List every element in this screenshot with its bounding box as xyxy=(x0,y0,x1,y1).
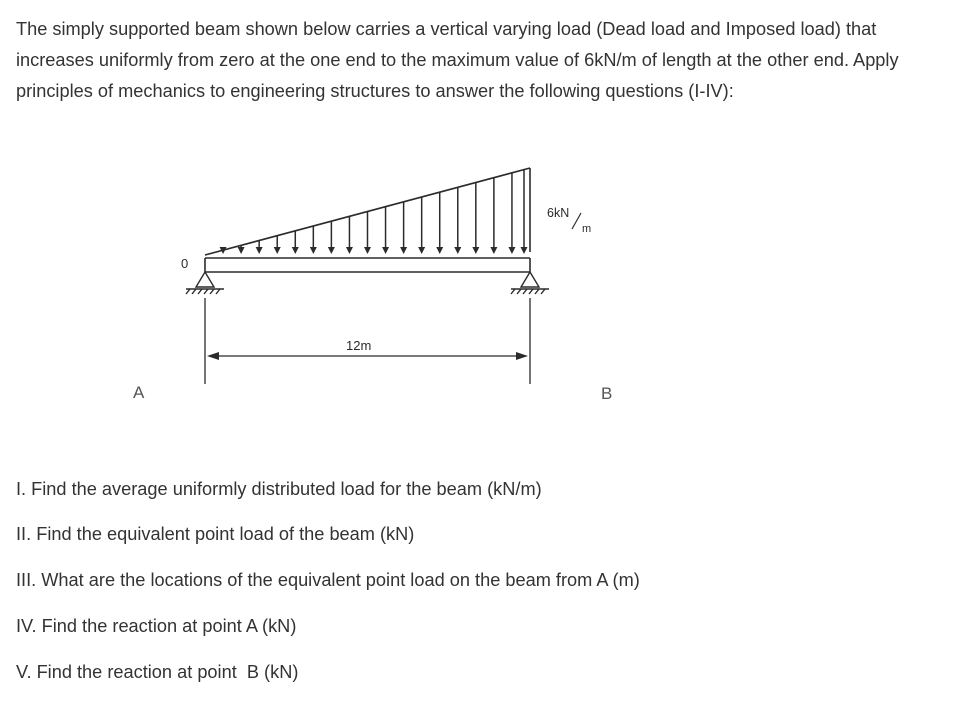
question-3: III. What are the locations of the equivalent point load on the beam from A (m) xyxy=(16,570,640,590)
dimension-arrow-left xyxy=(207,352,219,360)
load-arrow-head xyxy=(454,247,461,254)
span-length-label: 12m xyxy=(346,338,372,353)
dimension-arrow-right xyxy=(516,352,528,360)
load-arrow-head xyxy=(508,247,515,254)
load-arrow-head xyxy=(418,247,425,254)
load-arrow-head xyxy=(490,247,497,254)
zero-load-label: 0 xyxy=(181,256,189,271)
support-right xyxy=(511,272,549,294)
point-b-label: B xyxy=(601,384,613,403)
load-arrows xyxy=(220,170,528,254)
max-load-label: 6kN xyxy=(547,206,570,220)
load-arrow-head xyxy=(346,247,353,254)
load-arrow-head xyxy=(274,247,281,254)
load-arrow-head xyxy=(256,247,263,254)
load-arrow-head xyxy=(328,247,335,254)
load-arrow-head xyxy=(382,247,389,254)
load-arrow-head xyxy=(238,247,245,254)
question-4: IV. Find the reaction at point A (kN) xyxy=(16,616,297,636)
load-arrow-head xyxy=(521,247,528,254)
question-5: V. Find the reaction at point B (kN) xyxy=(16,662,299,682)
question-2: II. Find the equivalent point load of the beam (kN) xyxy=(16,524,415,544)
load-arrow-head xyxy=(436,247,443,254)
load-arrow-head xyxy=(364,247,371,254)
point-a-label: A xyxy=(133,383,145,402)
load-arrow-head xyxy=(472,247,479,254)
load-arrow-head xyxy=(310,247,317,254)
load-arrow-head xyxy=(400,247,407,254)
support-left xyxy=(186,272,224,294)
load-unit-slash xyxy=(572,213,581,229)
load-arrow-head xyxy=(292,247,299,254)
question-1: I. Find the average uniformly distributed load for the beam (kN/m) xyxy=(16,479,542,499)
max-load-unit: m xyxy=(582,223,592,235)
problem-statement: The simply supported beam shown below carries a vertical varying load (Dead load and Imposed load) that increases uniformly from zero at the one end to the maximum value of 6kN/m of length at the other end. Apply principles of mechanics to engineering structures to answer the following questions (I-IV): xyxy=(16,19,899,101)
beam xyxy=(205,258,530,272)
